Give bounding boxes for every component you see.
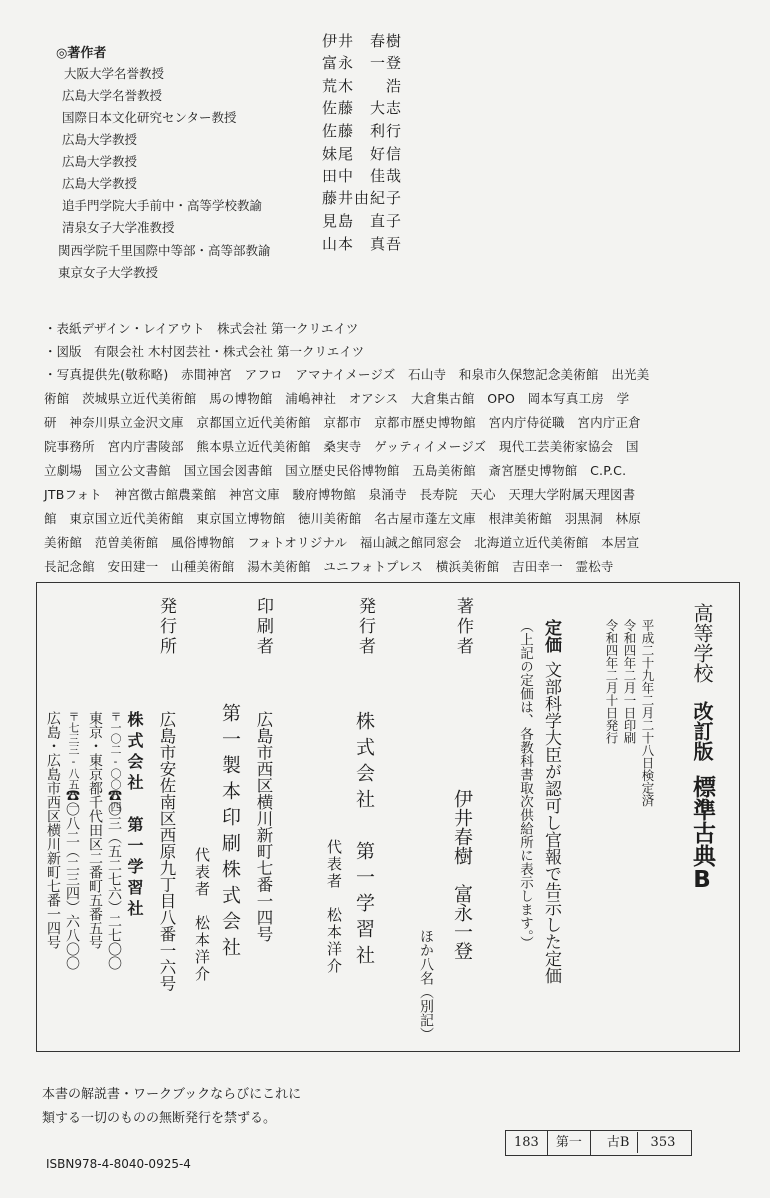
office-name: 株式会社 第一学習社 — [125, 711, 144, 921]
publisher-name: 株式会社 第一学習社 — [353, 711, 375, 971]
price-note: （上記の定価は、各教科書取次供給所に表示します。） — [517, 619, 533, 950]
author-affiliation: 広島大学教授 — [62, 154, 138, 169]
author-name: 佐藤 利行 — [322, 122, 403, 140]
author-affiliation: 広島大学教授 — [62, 132, 138, 147]
office-address: 広島市安佐南区西原九丁目八番一六号 — [157, 711, 176, 992]
hiroshima-postal-code: 〒七三三-八五二一 — [67, 711, 80, 812]
author-name: 伊井 春樹 — [322, 32, 403, 50]
author-affiliation: 追手門学院大手前中・高等学校教諭 — [62, 198, 263, 213]
cover-design-credit: ・表紙デザイン・レイアウト 株式会社 第一クリエイツ — [44, 321, 359, 336]
colophon-title — [690, 603, 713, 893]
photo-credit-line: 術館 茨城県立近代美術館 馬の博物館 浦嶋神社 オアシス 大倉集古館 OPO 岡本写真工房 学 — [44, 391, 630, 406]
authors-others: ほか八名（別記） — [418, 929, 434, 1041]
author-affiliation: 広島大学名誉教授 — [62, 88, 163, 103]
tokyo-address: 東京・東京都千代田区二番町五番五号 — [87, 711, 103, 949]
price-label: 定価 — [541, 619, 561, 653]
code-publisher: 第一 — [548, 1131, 591, 1155]
photo-credit-line: 立劇場 国立公文書館 国立国会図書館 国立歴史民俗博物館 五島美術館 斎宮歴史博物館 C.P.C. — [44, 463, 627, 478]
photo-credit-line: JTBフォト 神宮徴古館農業館 神宮文庫 駿府博物館 泉涌寺 長寿院 天心 天理大学附属天理図書 — [44, 487, 636, 502]
hiroshima-phone: ☎〇八二（二三四）六八〇〇 — [64, 788, 80, 970]
print-date: 令和四年二月一日印刷 — [622, 619, 637, 744]
colophon-authors: 伊井春樹 富永一登 — [451, 789, 473, 960]
photo-credit-line: 院事務所 宮内庁書陵部 熊本県立近代美術館 桑実寺 ゲッティイメージズ 現代工芸美術家協会 国 — [44, 439, 639, 454]
publisher-representative: 代表者 松本洋介 — [325, 839, 343, 975]
photo-credit-line: 館 東京国立近代美術館 東京国立博物館 徳川美術館 名古屋市蓬左文庫 根津美術館 羽黒洞 林原 — [44, 511, 641, 526]
tokyo-phone: ☎〇三（五二七六）二七〇〇 — [106, 788, 122, 970]
author-label: 著作者 — [453, 597, 473, 657]
author-name: 荒木 浩 — [322, 77, 403, 95]
hiroshima-address: 広島・広島市西区横川新町七番一四号 — [45, 711, 61, 949]
tokyo-postal-code: 〒一〇二-〇〇八四 — [109, 711, 122, 812]
isbn: ISBN978-4-8040-0925-4 — [46, 1157, 191, 1171]
printer-label: 印刷者 — [253, 597, 273, 657]
author-affiliation: 関西学院千里国際中等部・高等部教諭 — [58, 243, 271, 258]
textbook-code-box — [505, 1130, 692, 1156]
author-name: 藤井由紀子 — [322, 189, 403, 207]
copyright-notice-line: 類する一切のものの無断発行を禁ずる。 — [42, 1111, 277, 1126]
title-prefix: 高等学校 — [690, 603, 714, 683]
author-name: 見島 直子 — [322, 212, 403, 230]
code-number: 183 — [506, 1131, 548, 1155]
code-subject — [591, 1131, 692, 1155]
author-name: 妹尾 好信 — [322, 145, 403, 163]
author-name: 田中 佳哉 — [322, 167, 403, 185]
photo-credit-line: ・写真提供先(敬称略) 赤間神宮 アフロ アマナイメージズ 石山寺 和泉市久保惣記念美術館 出光美 — [44, 367, 650, 382]
publish-date: 令和四年二月十日発行 — [604, 619, 619, 744]
photo-credit-line: 美術館 范曽美術館 風俗博物館 フォトオリジナル 福山誠之館同窓会 北海道立近代美術館 本居宣 — [44, 535, 640, 550]
approval-date: 平成二十九年二月二十八日検定済 — [640, 619, 655, 807]
photo-credit-line: 長記念館 安田建一 山種美術館 湯木美術館 ユニフォトプレス 横浜美術館 吉田幸一 霊松寺 — [44, 559, 614, 574]
printer-representative: 代表者 松本洋介 — [193, 847, 211, 983]
author-affiliation: 広島大学教授 — [62, 176, 138, 191]
title-main: 標準古典B — [689, 775, 715, 893]
printer-address: 広島市西区横川新町七番一四号 — [254, 711, 273, 942]
photo-credit-line: 研 神奈川県立金沢文庫 京都国立近代美術館 京都市 京都市歴史博物館 宮内庁侍従職 宮内庁正倉 — [44, 415, 641, 430]
author-affiliation: 清泉女子大学准教授 — [62, 220, 175, 235]
price-column — [542, 619, 559, 984]
figures-credit: ・図版 有限会社 木村図芸社・株式会社 第一クリエイツ — [44, 344, 365, 359]
publisher-label: 発行者 — [355, 597, 375, 657]
colophon-box — [36, 582, 740, 1052]
price-text: 文部科学大臣が認可し官報で告示した定価 — [541, 661, 561, 984]
copyright-notice-line: 本書の解説書・ワークブックならびにこれに — [42, 1087, 302, 1102]
office-label: 発行所 — [156, 597, 176, 657]
code-id: 353 — [650, 1135, 676, 1150]
author-name: 富永 一登 — [322, 54, 403, 72]
author-affiliation: 国際日本文化研究センター教授 — [62, 110, 237, 125]
code-subject-name: 古B — [599, 1132, 639, 1153]
author-affiliation: 大阪大学名誉教授 — [64, 66, 165, 81]
author-name: 山本 真吾 — [322, 235, 403, 253]
author-name: 佐藤 大志 — [322, 99, 403, 117]
authors-heading: ◎著作者 — [56, 46, 107, 61]
printer-name: 第一製本印刷株式会社 — [219, 703, 241, 963]
title-edition: 改訂版 — [690, 701, 714, 761]
author-affiliation: 東京女子大学教授 — [58, 265, 159, 280]
